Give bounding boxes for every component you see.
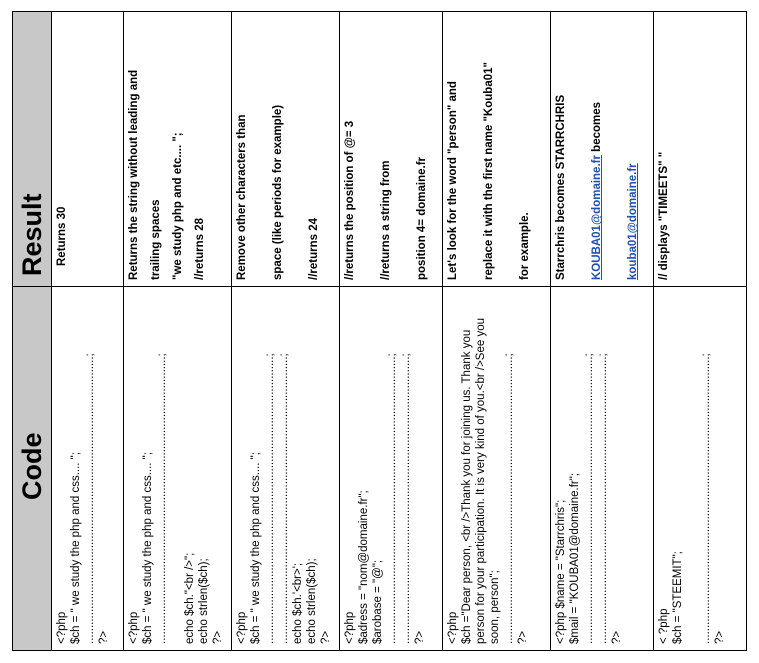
result-column-header: Result (13, 12, 52, 287)
code-line: <?php $name = "Starrchris"; (555, 499, 568, 644)
table-row (551, 12, 654, 651)
result-line: Returns the string without leading and (128, 69, 141, 280)
code-line: $arobase = "@"; (372, 559, 385, 644)
result-cell (443, 12, 551, 287)
result-cell (232, 12, 340, 287)
header-row (13, 12, 52, 651)
code-column-header: Code (13, 287, 52, 651)
result-cell (124, 12, 232, 287)
code-line (685, 293, 699, 644)
result-line: for example. (519, 212, 532, 280)
rotated-document (12, 12, 747, 651)
result-cell (654, 12, 747, 287)
email-link-uppercase[interactable]: KOUBA01@domaine.fr (591, 155, 604, 280)
result-line: Returns 30 (56, 206, 69, 266)
result-line: Let's look for the word "person" and (447, 81, 460, 280)
result-line: Starrchris becomes STARRCHRIS (555, 94, 568, 280)
code-line: $ch = " we study the php and css.... "; (250, 452, 263, 644)
code-cell (340, 287, 443, 651)
result-line-email (626, 18, 640, 280)
code-cell (124, 287, 232, 651)
result-line: position 4= domaine.fr (416, 156, 429, 280)
code-blank-line: ..........................................................................................; (700, 353, 713, 644)
code-line: <?php (236, 611, 249, 644)
code-line: ?> (320, 630, 333, 644)
code-line: <?php (128, 611, 141, 644)
code-line: <?php (56, 611, 69, 644)
result-line: //returns a string from (380, 160, 393, 280)
table-row (654, 12, 747, 651)
code-blank-line: ..........................................................................................; (400, 353, 413, 644)
code-cell (654, 287, 747, 651)
table-row (52, 12, 124, 651)
result-cell (340, 12, 443, 287)
code-line: $ch = " we study the php and css.... "; (70, 452, 83, 644)
code-line: <?php (447, 611, 460, 644)
table-row (232, 12, 340, 651)
table-row (340, 12, 443, 651)
result-line: //returns 28 (194, 218, 207, 280)
php-functions-table (12, 11, 747, 651)
result-cell (52, 12, 124, 287)
result-line: // displays "TIMEETS" " (658, 151, 671, 280)
code-line: ?> (212, 630, 225, 644)
email-link-lowercase[interactable]: kouba01@domaine.fr (627, 163, 640, 280)
table-row (124, 12, 232, 651)
result-line: trailing spaces (150, 199, 163, 280)
code-blank-line: ..........................................................................................; (583, 353, 596, 644)
result-line: Remove other characters than (236, 114, 249, 280)
code-blank-line: ..........................................................................................; (597, 353, 610, 644)
code-blank-line: ..........................................................................................; (386, 353, 399, 644)
code-line: <?php (344, 611, 357, 644)
code-line (169, 293, 183, 644)
code-blank-line: ..........................................................................................; (503, 353, 516, 644)
code-line: echo $ch."<br />"; (184, 552, 197, 644)
result-line: "we study php and etc.... "; (172, 132, 185, 280)
code-cell (443, 287, 551, 651)
code-line: $adress = "nom@domaine.fr"; (358, 490, 371, 644)
code-line: < ?php (658, 608, 671, 644)
code-line: $mail = "KOUBA01@domaine.fr"; (569, 472, 582, 644)
code-blank-line: ..........................................................................................; (278, 353, 291, 644)
result-cell (551, 12, 654, 287)
result-line: space (like periods for example) (272, 104, 285, 280)
code-blank-line: ..........................................................................................; (84, 353, 97, 644)
code-line: echo $ch.'<br>'; (292, 562, 305, 644)
code-line: ?> (98, 630, 111, 644)
result-text: becomes (591, 101, 604, 156)
code-line: $ch ="Dear person, <br />Thank you for joining us. Thank you person for your participation. It is very kind of you.<br />See you soon, person"; (461, 314, 502, 644)
code-cell (52, 287, 124, 651)
code-blank-line: ..........................................................................................; (156, 353, 169, 644)
code-cell (551, 287, 654, 651)
result-line: //returns 24 (308, 218, 321, 280)
result-line: replace it with the first name "Kouba01" (483, 62, 496, 280)
code-cell (232, 287, 340, 651)
result-line-email (590, 18, 604, 280)
code-line: $ch = "STEEMIT"; (672, 551, 685, 644)
code-line: echo strlen($ch); (306, 558, 319, 644)
code-line: ?> (714, 630, 727, 644)
table-row (443, 12, 551, 651)
code-line: ?> (414, 630, 427, 644)
code-line: ?> (611, 630, 624, 644)
code-line: ?> (517, 630, 530, 644)
result-line: //returns the position of @= 3 (344, 120, 357, 280)
code-blank-line: ..........................................................................................; (264, 353, 277, 644)
code-line: echo strlen($ch); (198, 558, 211, 644)
code-line: $ch = " we study the php and css.... "; (142, 452, 155, 644)
